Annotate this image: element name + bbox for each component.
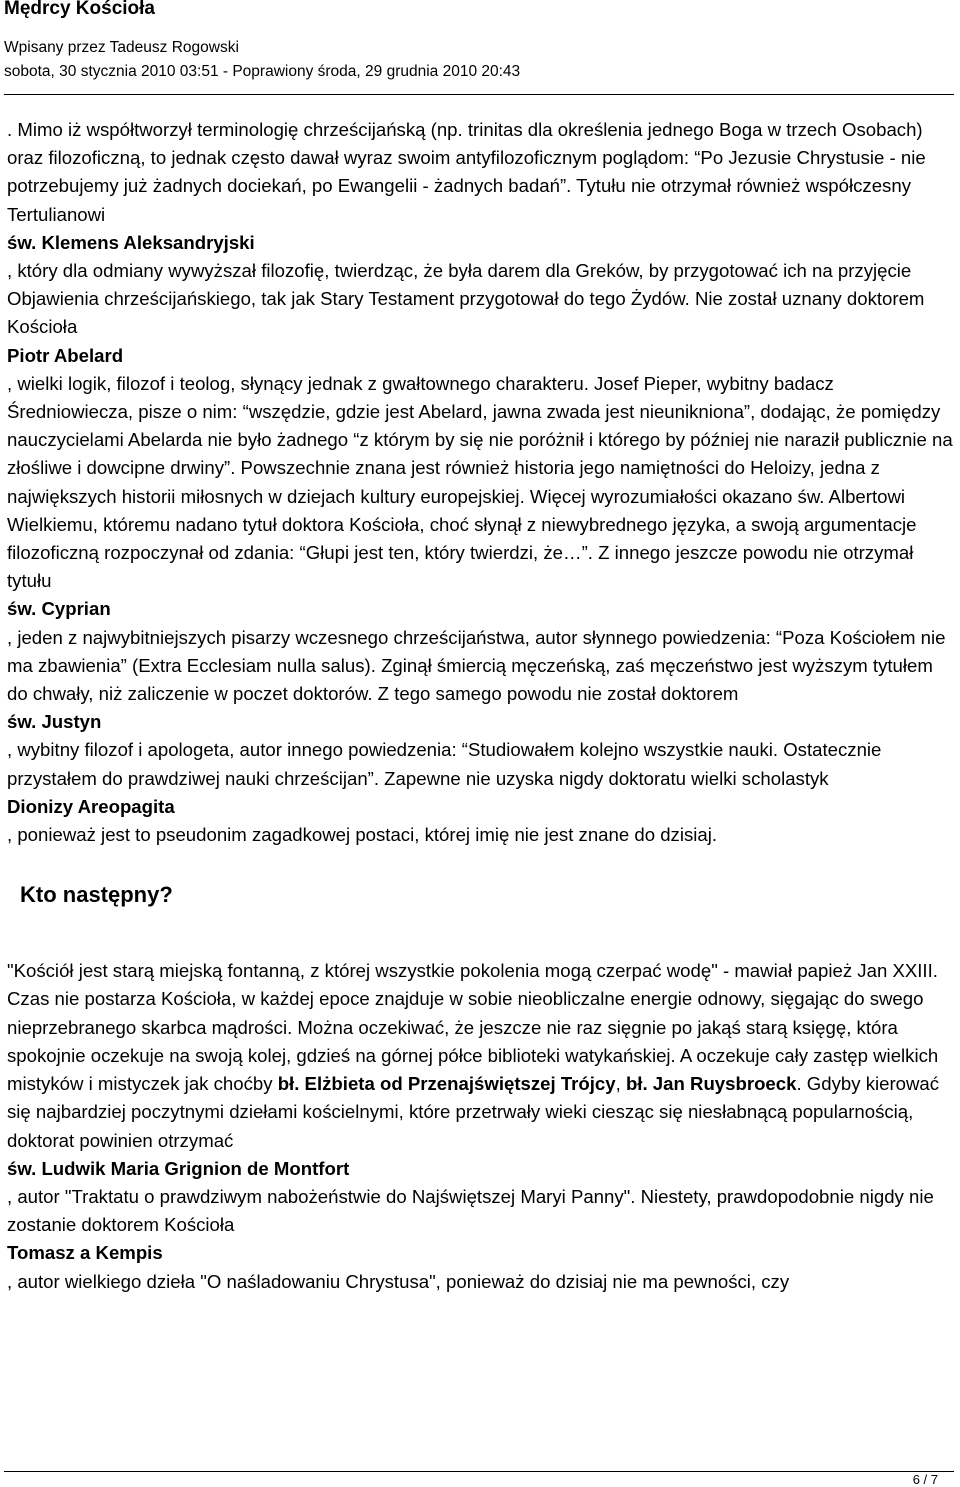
- person-name: św. Cyprian: [7, 598, 111, 620]
- paragraph-text: "Kościół jest starą miejską fontanną, z której wszystkie pokolenia mogą czerpać wodę" - mawiał papież Jan XXIII. Czas nie postarza Kościoła, w każdej epoce znajduje w sobie nieobliczalne energie odnowy, sięgając do swego nieprzebranego skarbca mądrości. Można oczekiwać, że jeszcze nie raz sięgnie po jakąś starą księgę, która spokojnie oczekuje na swoją kolej, gdzieś na górnej półce biblioteki watykańskiej. A oczekuje cały zastęp wielkich mistyków i mistyczek jak choćby: [7, 960, 939, 1095]
- paragraph: , wielki logik, filozof i teolog, słynący jednak z gwałtownego charakteru. Josef Pieper, wybitny badacz Średniowiecza, pisze o nim: “wszędzie, gdzie jest Abelard, jawna zwada jest nieunikniona”, dodając, że pomiędzy nauczycielami Abelarda nie było żadnego “z którym by się nie poróżnił i którego by później nie naraził publicznie na złośliwe i dowcipne drwiny”. Powszechnie znana jest również historia jego namiętności do Heloizy, jedna z największych historii miłosnych w dziejach kultury europejskiej. Więcej wyrozumiałości okazano św. Albertowi Wielkiemu, któremu nadano tytuł doktora Kościoła, choć słynął z niewybrednego języka, a swoją argumentacje filozoficzną rozpoczynał od zdania: “Głupi jest ten, który twierdzi, że…”. Z innego jeszcze powodu nie otrzymał tytułu: [7, 372, 953, 592]
- page-number: 6 / 7: [912, 1472, 938, 1487]
- paragraph: [7, 957, 955, 1154]
- paragraph-text: . Gdyby kierować się najbardziej poczytnymi dziełami kościelnymi, które przetrwały wieki ciesząc się niesłabnącą popularnością, doktorat powinien otrzymać: [7, 1073, 940, 1151]
- person-name: św. Klemens Aleksandryjski: [7, 231, 255, 253]
- person-name: św. Ludwik Maria Grignion de Montfort: [7, 1157, 350, 1179]
- paragraph: . Mimo iż współtworzył terminologię chrześcijańską (np. trinitas dla określenia jednego Boga w trzech Osobach) oraz filozoficzną, to jednak często dawał wyraz swoim antyfilozoficznym poglądom: “Po Jezusie Chrystusie - nie potrzebujemy już żadnych dociekań, po Ewangelii - żadnych badań”. Tytułu nie otrzymał również współczesny Tertulianowi: [7, 119, 926, 225]
- person-name: Dionizy Areopagita: [7, 795, 175, 817]
- footer-divider: [4, 1471, 954, 1472]
- paragraph-text: ,: [615, 1073, 626, 1095]
- paragraph: , autor wielkiego dzieła "O naśladowaniu Chrystusa", ponieważ do dzisiaj nie ma pewności, czy: [7, 1270, 790, 1292]
- person-name: Piotr Abelard: [7, 344, 124, 366]
- article-dates: sobota, 30 stycznia 2010 03:51 - Poprawiony środa, 29 grudnia 2010 20:43: [4, 63, 521, 80]
- paragraph: , wybitny filozof i apologeta, autor innego powiedzenia: “Studiowałem kolejno wszystkie nauki. Ostatecznie przystałem do prawdziwej nauki chrześcijan”. Zapewne nie uzyska nigdy doktoratu wielki scholastyk: [7, 739, 882, 789]
- paragraph: , autor "Traktatu o prawdziwym nabożeństwie do Najświętszej Maryi Panny". Niestety, prawdopodobnie nigdy nie zostanie doktorem Kościoła: [7, 1185, 934, 1236]
- paragraph: , który dla odmiany wywyższał filozofię, twierdząc, że była darem dla Greków, by przygotować ich na przyjęcie Objawienia chrześcijańskiego, tak jak Stary Testament przygotował do tego Żydów. Nie został uznany doktorem Kościoła: [7, 260, 925, 338]
- article-body: [7, 116, 955, 1296]
- paragraph: , ponieważ jest to pseudonim zagadkowej postaci, której imię nie jest znane do dzisiaj.: [7, 824, 718, 846]
- paragraph: , jeden z najwybitniejszych pisarzy wczesnego chrześcijaństwa, autor słynnego powiedzenia: “Poza Kościołem nie ma zbawienia” (Extra Ecclesiam nulla salus). Zginął śmiercią męczeńską, zaś męczeństwo jest wyższym tytułem do chwały, niż zaliczenie w poczet doktorów. Z tego samego powodu nie został doktorem: [7, 626, 946, 705]
- section-heading: Kto następny?: [20, 882, 173, 908]
- article-author: Wpisany przez Tadeusz Rogowski: [4, 39, 239, 56]
- header-divider: [4, 94, 954, 95]
- person-name: bł. Elżbieta od Przenajświętszej Trójcy: [277, 1073, 616, 1095]
- person-name: św. Justyn: [7, 711, 102, 733]
- page-header: [4, 0, 954, 84]
- person-name: Tomasz a Kempis: [7, 1242, 163, 1264]
- person-name: bł. Jan Ruysbroeck: [625, 1073, 797, 1095]
- site-title: Mędrcy Kościoła: [4, 0, 155, 19]
